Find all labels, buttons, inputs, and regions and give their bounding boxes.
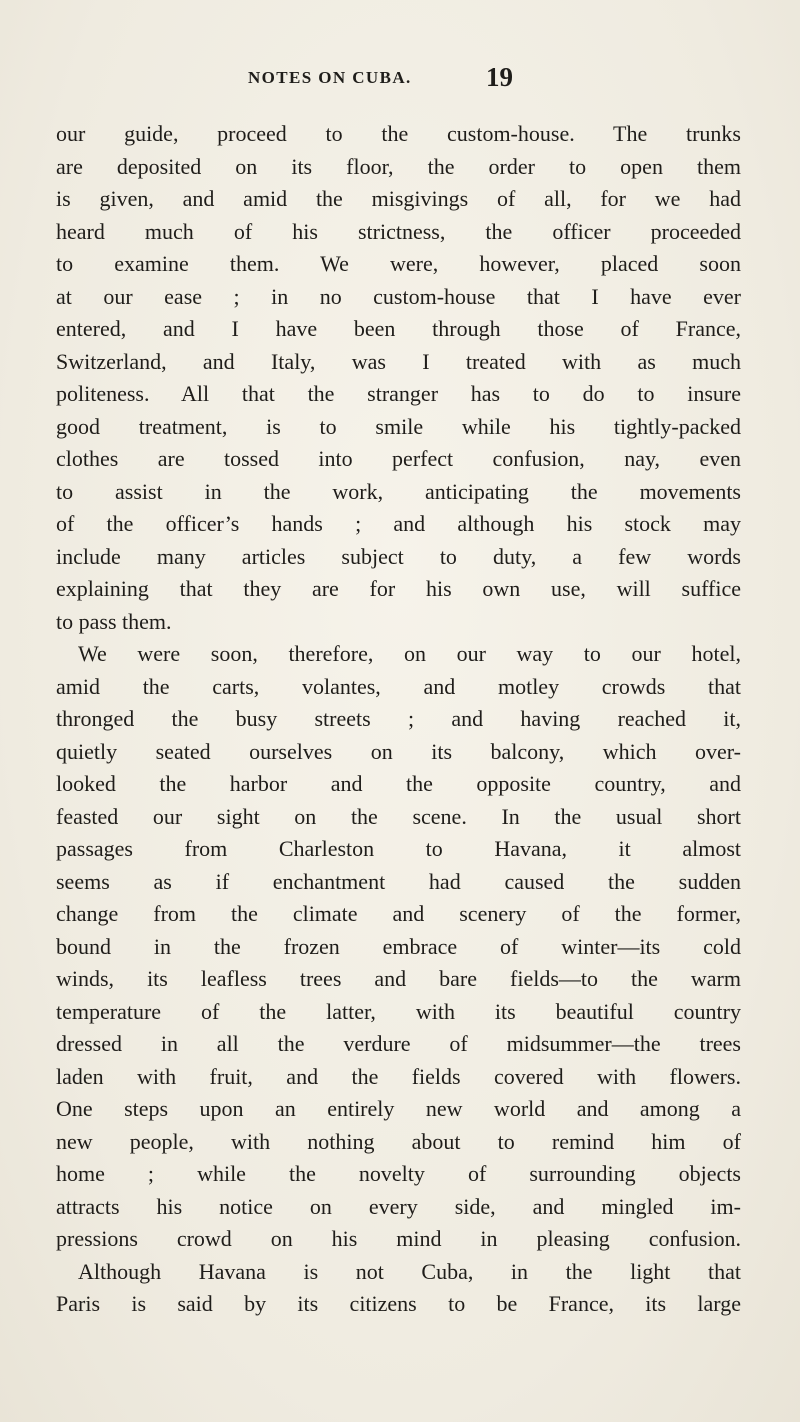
text-line: Paris is said by its citizens to be France, its large [56,1291,741,1316]
text-line: Although Havana is not Cuba, in the light that [78,1258,741,1284]
text-line: One steps upon an entirely new world and among a [56,1096,741,1121]
text-line: amid the carts, volantes, and motley crowds that [56,673,741,699]
text-line: our guide, proceed to the custom-house. The trunks [56,121,741,146]
text-line: is given, and amid the misgivings of all, for we had [56,186,741,211]
text-line: include many articles subject to duty, a few words [56,543,741,569]
text-line: thronged the busy streets ; and having reached it, [56,706,741,731]
page-number: 19 [486,62,513,92]
text-line: explaining that they are for his own use, will suffice [56,576,741,601]
text-line: attracts his notice on every side, and mingled im- [56,1193,741,1219]
text-line: dressed in all the verdure of midsummer—the trees [56,1031,741,1056]
text-line: laden with fruit, and the fields covered with flowers. [56,1063,741,1089]
text-line: are deposited on its floor, the order to open them [56,153,741,179]
text-line: pressions crowd on his mind in pleasing confusion. [56,1226,741,1251]
text-line: new people, with nothing about to remind him of [56,1128,741,1154]
text-line: to pass them. [56,608,172,634]
text-line: at our ease ; in no custom-house that I have ever [56,283,741,309]
text-line: heard much of his strictness, the officer proceeded [56,218,741,244]
text-line: change from the climate and scenery of the former, [56,901,741,926]
text-line: seems as if enchantment had caused the sudden [56,868,741,894]
text-line: of the officer’s hands ; and although his stock may [56,511,741,536]
body-text [56,118,741,1321]
text-line: We were soon, therefore, on our way to our hotel, [78,641,741,666]
text-line: looked the harbor and the opposite country, and [56,771,741,796]
running-title: NOTES ON CUBA. [248,68,412,87]
text-line: politeness. All that the stranger has to do to insure [56,381,741,406]
text-line: clothes are tossed into perfect confusion, nay, even [56,446,741,471]
text-line: good treatment, is to smile while his tightly-packed [56,413,741,439]
text-line: home ; while the novelty of surrounding objects [56,1161,741,1186]
text-line: to assist in the work, anticipating the movements [56,478,741,504]
text-line: Switzerland, and Italy, was I treated with as much [56,348,741,374]
running-head [0,62,800,106]
text-line: bound in the frozen embrace of winter—its cold [56,933,741,959]
text-line: quietly seated ourselves on its balcony, which over- [56,738,741,764]
text-line: entered, and I have been through those of France, [56,316,741,341]
text-line: passages from Charleston to Havana, it almost [56,836,741,861]
text-line: feasted our sight on the scene. In the usual short [56,803,741,829]
text-line: temperature of the latter, with its beautiful country [56,998,741,1024]
text-line: to examine them. We were, however, placed soon [56,251,741,276]
text-line: winds, its leafless trees and bare fields—to the warm [56,966,741,991]
